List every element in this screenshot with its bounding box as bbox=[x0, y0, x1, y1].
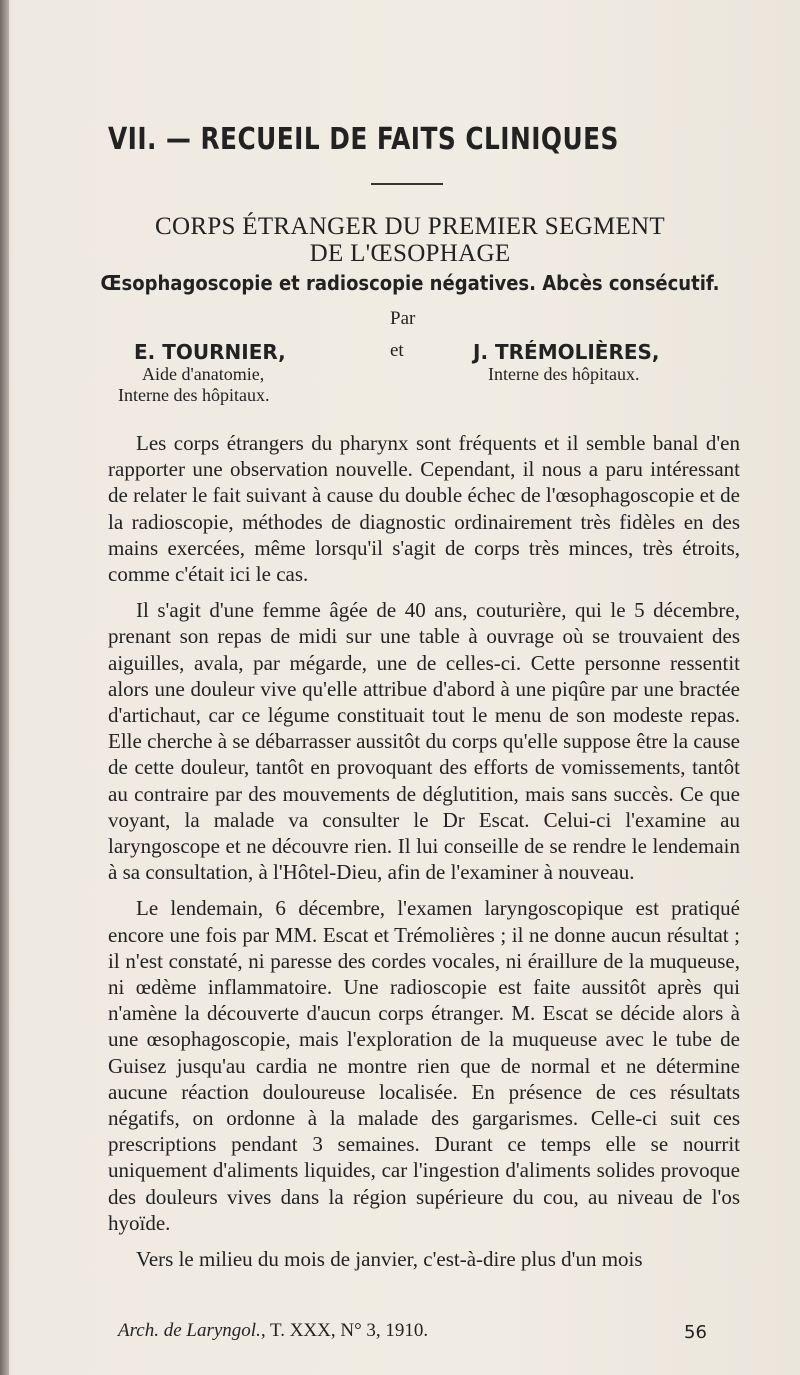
paragraph: Vers le milieu du mois de janvier, c'est-à-dire plus d'un mois bbox=[136, 1247, 643, 1272]
page-number: 56 bbox=[684, 1322, 707, 1343]
journal-citation bbox=[118, 1320, 728, 1342]
article-title-line1: CORPS ÉTRANGER DU PREMIER SEGMENT bbox=[155, 213, 665, 240]
article-body bbox=[108, 430, 740, 1282]
author2-name: J. TRÉMOLIÈRES, bbox=[473, 340, 660, 364]
journal-name: Arch. de Laryngol., bbox=[118, 1320, 266, 1341]
book-spine-shadow bbox=[0, 0, 9, 1375]
and-label: et bbox=[390, 340, 404, 361]
article-title-line2: DE L'ŒSOPHAGE bbox=[309, 240, 511, 267]
author1-name: E. TOURNIER, bbox=[134, 340, 286, 364]
author1-role1: Aide d'anatomie, bbox=[142, 364, 265, 384]
author1-role2: Interne des hôpitaux. bbox=[118, 385, 270, 405]
title-divider bbox=[371, 183, 443, 185]
article-subtitle: Œsophagoscopie et radioscopie négatives. Abcès consécutif. bbox=[100, 271, 720, 295]
journal-volume: T. XXX, N° 3, 1910. bbox=[265, 1320, 429, 1341]
paragraph: Le lendemain, 6 décembre, l'examen laryngoscopique est pratiqué encore une fois par MM. Escat et Trémolières ; il ne donne aucun résultat ; il n'est constaté, ni paresse des cordes vocales, ni éraillure de la muqueuse, ni œdème inflammatoire. Une radioscopie est faite aussitôt après qui n'amène la découverte d'aucun corps étranger. M. Escat se décide alors à une œsophagoscopie, mais l'exploration de la muqueuse avec le tube de Guisez jusqu'au cardia ne montre rien que de normal et ne détermine aucune réaction douloureuse localisée. En présence de ces résultats négatifs, on ordonne à la malade des gargarismes. Celle-ci suit ces prescriptions pendant 3 semaines. Durant ce temps elle se nourrit uniquement d'aliments liquides, car l'ingestion d'aliments solides provoque des douleurs vives dans la région supérieure du cou, au niveau de l'os hyoïde. bbox=[108, 896, 740, 1235]
paragraph: Les corps étrangers du pharynx sont fréquents et il semble banal d'en rapporter une observation nouvelle. Cependant, il nous a paru intéressant de relater le fait suivant à cause du double échec de l'œsophagoscopie et de la radioscopie, méthodes de diagnostic ordinairement très fidèles en des mains exercées, même lorsqu'il s'agit de corps très minces, très étroits, comme c'était ici le cas. bbox=[108, 431, 740, 587]
section-title: VII. — RECUEIL DE FAITS CLINIQUES bbox=[108, 122, 619, 157]
author2-role1: Interne des hôpitaux. bbox=[488, 364, 640, 384]
by-label: Par bbox=[390, 308, 416, 329]
paragraph: Il s'agit d'une femme âgée de 40 ans, couturière, qui le 5 décembre, prenant son repas de midi sur une table à ouvrage où se trouvaient des aiguilles, avala, par mégarde, une de celles-ci. Cette personne ressentit alors une douleur vive qu'elle attribue d'abord à une piqûre par une bractée d'artichaut, car ce légume constituait tout le menu de son modeste repas. Elle cherche à se débarrasser aussitôt du corps qu'elle suppose être la cause de cette douleur, tantôt en provoquant des efforts de vomissements, tantôt au contraire par des mouvements de déglutition, mais sans succès. Ce que voyant, la malade va consulter le Dr Escat. Celui-ci l'examine au laryngoscope et ne découvre rien. Il lui conseille de se rendre le lendemain à sa consultation, à l'Hôtel-Dieu, afin de l'examiner à nouveau. bbox=[108, 598, 740, 885]
